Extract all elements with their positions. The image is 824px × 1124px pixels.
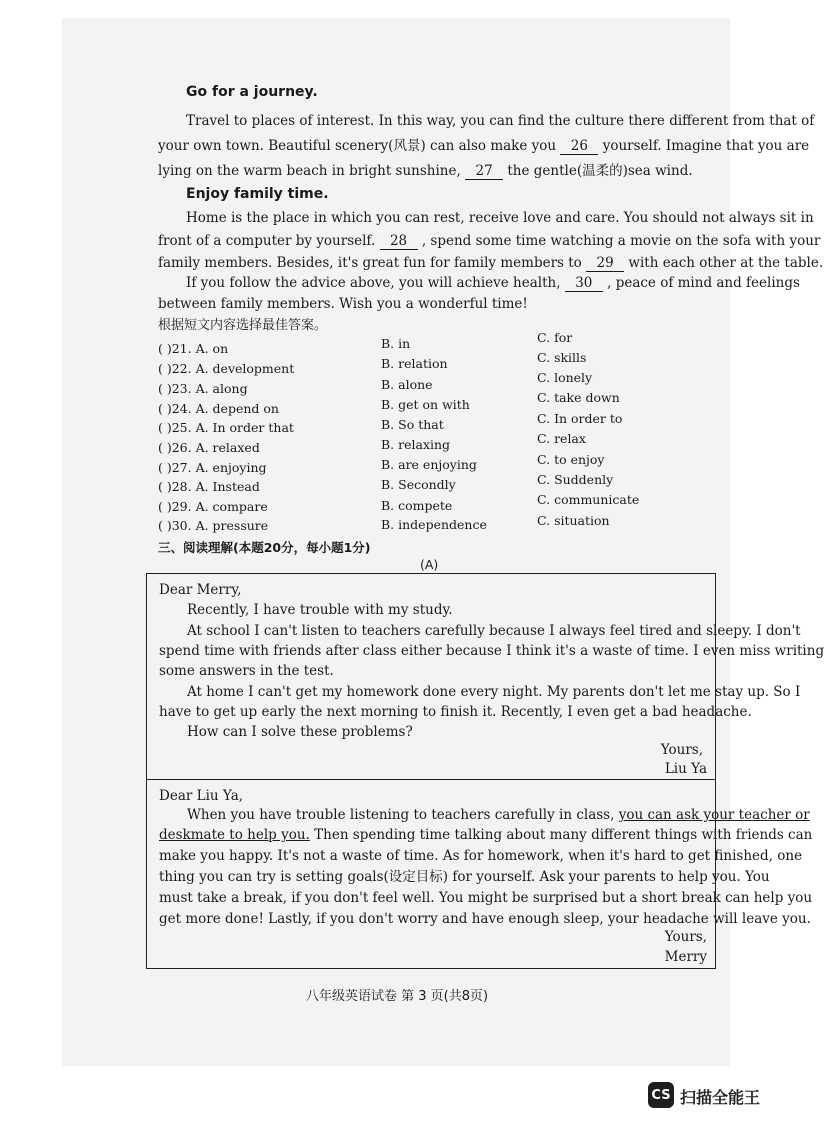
heading-journey: Go for a journey.: [186, 84, 318, 100]
passage-line: between family members. Wish you a wonderful time!: [158, 296, 528, 312]
blank-27: 27: [465, 164, 503, 180]
q22-a[interactable]: ( )22. A. development: [158, 361, 295, 376]
q22-c[interactable]: C. skills: [537, 350, 587, 365]
letter2-line: get more done! Lastly, if you don't worry and have enough sleep, your headache will leave you.: [159, 911, 811, 927]
q26-c[interactable]: C. relax: [537, 431, 586, 446]
q28-c[interactable]: C. Suddenly: [537, 472, 614, 487]
text: yourself. Imagine that you are: [602, 138, 810, 154]
text: the gentle(温柔的)sea wind.: [507, 163, 693, 179]
q27-c[interactable]: C. to enjoy: [537, 452, 605, 467]
q26-a[interactable]: ( )26. A. relaxed: [158, 440, 260, 455]
q30-c[interactable]: C. situation: [537, 513, 610, 528]
letter2-signature: Merry: [664, 949, 707, 965]
q25-a[interactable]: ( )25. A. In order that: [158, 420, 294, 435]
text: front of a computer by yourself.: [158, 233, 376, 249]
q23-c[interactable]: C. lonely: [537, 370, 593, 385]
camscanner-label: 扫描全能王: [680, 1088, 761, 1107]
letter1-line: How can I solve these problems?: [187, 724, 413, 740]
q25-c[interactable]: C. In order to: [537, 411, 623, 426]
q21-a[interactable]: ( )21. A. on: [158, 341, 229, 356]
text: , peace of mind and feelings: [607, 275, 800, 291]
letter1-line: some answers in the test.: [159, 663, 334, 679]
letter2-line: [187, 807, 810, 823]
text: family members. Besides, it's great fun for family members to: [158, 255, 582, 271]
q30-b[interactable]: B. independence: [381, 517, 487, 532]
q21-b[interactable]: B. in: [381, 336, 411, 351]
q29-c[interactable]: C. communicate: [537, 492, 640, 507]
page-footer: 八年级英语试卷 第 3 页(共8页): [305, 989, 489, 1004]
section-title: 三、阅读理解(本题20分，每小题1分): [158, 540, 371, 555]
underlined-text: deskmate to help you.: [159, 827, 310, 843]
letter2-closing: Yours,: [664, 929, 707, 945]
letter1-closing: Yours,: [660, 742, 703, 758]
underlined-text: you can ask your teacher or: [618, 807, 810, 823]
letter1-line: spend time with friends after class either because I think it's a waste of time. I even miss writing: [159, 643, 824, 659]
blank-30: 30: [565, 276, 603, 292]
q29-a[interactable]: ( )29. A. compare: [158, 499, 268, 514]
q27-b[interactable]: B. are enjoying: [381, 457, 477, 472]
letter-box-2: [146, 779, 813, 969]
q23-b[interactable]: B. alone: [381, 377, 433, 392]
passage-line: [158, 255, 823, 272]
letter1-line: Recently, I have trouble with my study.: [187, 602, 453, 618]
passage-line: [158, 138, 809, 155]
text: your own town. Beautiful scenery(风景) can also make you: [158, 138, 557, 154]
letter1-line: At home I can't get my homework done every night. My parents don't let me stay up. So I: [187, 684, 801, 700]
q24-b[interactable]: B. get on with: [381, 397, 470, 412]
letter2-line: thing you can try is setting goals(设定目标) for yourself. Ask your parents to help you. You: [159, 869, 770, 885]
letter2-line: must take a break, if you don't feel well. You might be surprised but a short break can help you: [159, 890, 813, 906]
blank-29: 29: [586, 256, 624, 272]
text: , spend some time watching a movie on the sofa with your: [421, 233, 821, 249]
text: lying on the warm beach in bright sunshine,: [158, 163, 461, 179]
q22-b[interactable]: B. relation: [381, 356, 448, 371]
text: Then spending time talking about many different things with friends can: [314, 827, 813, 843]
blank-28: 28: [380, 234, 418, 250]
text: with each other at the table.: [628, 255, 824, 271]
letter2-line: [159, 827, 812, 843]
letter1-signature: Liu Ya: [664, 761, 707, 777]
q25-b[interactable]: B. So that: [381, 417, 444, 432]
q29-b[interactable]: B. compete: [381, 498, 453, 513]
passage-line: [158, 233, 820, 250]
heading-family: Enjoy family time.: [186, 186, 329, 202]
q24-c[interactable]: C. take down: [537, 390, 620, 405]
passage-line: [158, 163, 693, 180]
passage-line: Home is the place in which you can rest, receive love and care. You should not always sit in: [186, 210, 814, 226]
passage-line: [186, 275, 800, 292]
blank-26: 26: [560, 139, 598, 155]
q30-a[interactable]: ( )30. A. pressure: [158, 518, 269, 533]
q23-a[interactable]: ( )23. A. along: [158, 381, 248, 396]
letter2-line: make you happy. It's not a waste of time. As for homework, when it's hard to get finished, one: [159, 848, 803, 864]
section-a-label: (A): [420, 557, 439, 572]
q28-a[interactable]: ( )28. A. Instead: [158, 479, 260, 494]
q27-a[interactable]: ( )27. A. enjoying: [158, 460, 267, 475]
q24-a[interactable]: ( )24. A. depend on: [158, 401, 279, 416]
letter2-greeting: Dear Liu Ya,: [159, 788, 244, 804]
q28-b[interactable]: B. Secondly: [381, 477, 456, 492]
letter1-line: have to get up early the next morning to finish it. Recently, I even get a bad headache.: [159, 704, 752, 720]
passage-line: Travel to places of interest. In this way, you can find the culture there different from that of: [186, 113, 815, 129]
camscanner-logo-icon: CS: [648, 1082, 674, 1108]
text: If you follow the advice above, you will achieve health,: [186, 275, 561, 291]
q26-b[interactable]: B. relaxing: [381, 437, 451, 452]
letter-box-1: [146, 573, 824, 780]
letter1-line: At school I can't listen to teachers carefully because I always feel tired and sleepy. I don't: [187, 623, 801, 639]
text: When you have trouble listening to teachers carefully in class,: [187, 807, 615, 823]
instruction: 根据短文内容选择最佳答案。: [158, 318, 328, 333]
letter1-greeting: Dear Merry,: [159, 582, 242, 598]
q21-c[interactable]: C. for: [537, 330, 573, 345]
